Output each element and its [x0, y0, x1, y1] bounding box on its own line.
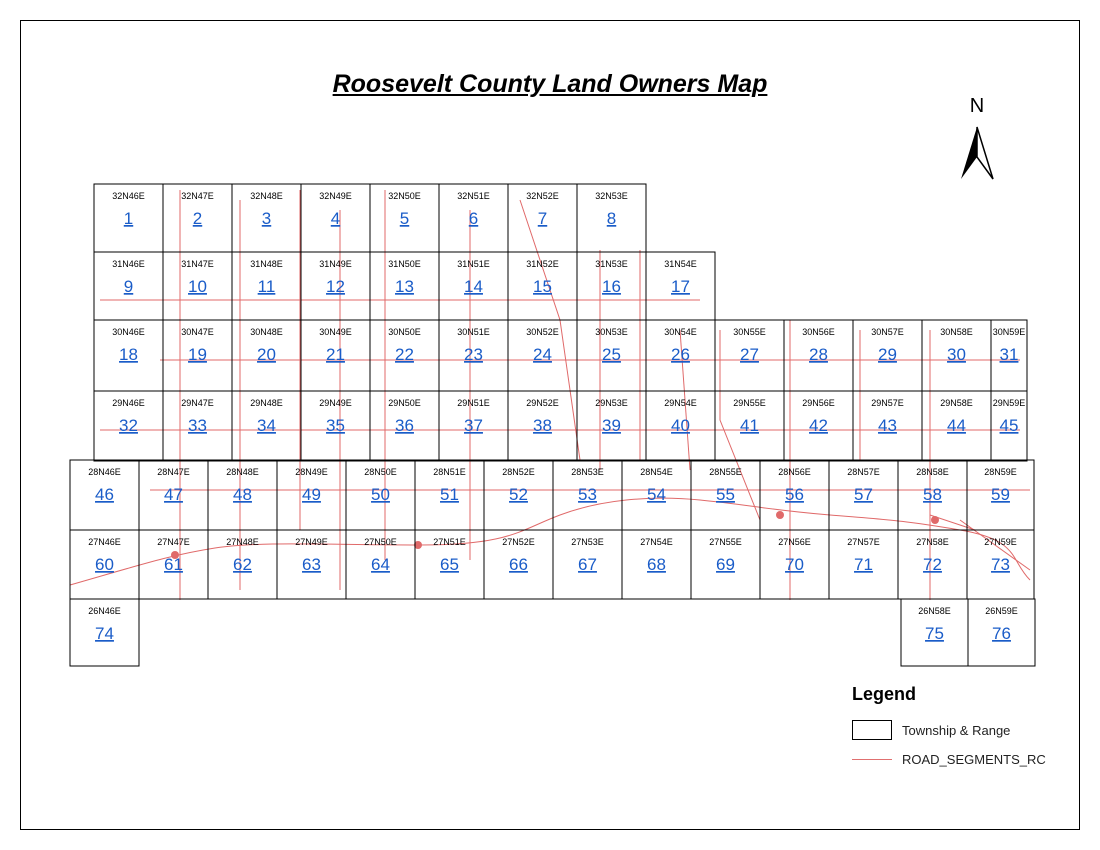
township-tile[interactable]: [577, 252, 646, 320]
tile-number-link[interactable]: 62: [233, 555, 252, 574]
tile-number-link[interactable]: 76: [992, 624, 1011, 643]
legend-road-label: ROAD_SEGMENTS_RC: [902, 752, 1046, 767]
tile-number-link[interactable]: 12: [326, 277, 345, 296]
township-range-label: 28N47E: [157, 467, 190, 477]
tile-number-link[interactable]: 4: [330, 209, 341, 228]
township-tile[interactable]: [508, 391, 577, 461]
tile-number-link[interactable]: 13: [395, 277, 414, 296]
tile-number-link[interactable]: 16: [602, 277, 621, 296]
township-tile[interactable]: [968, 599, 1035, 666]
township-tiles: [70, 184, 1035, 666]
township-range-label: 29N51E: [457, 398, 490, 408]
tile-number-link[interactable]: 29: [878, 345, 897, 364]
township-tile[interactable]: [577, 391, 646, 461]
township-tile[interactable]: [577, 184, 646, 252]
township-tile[interactable]: [508, 252, 577, 320]
tile-number-link[interactable]: 57: [854, 485, 873, 504]
township-tile[interactable]: [967, 530, 1034, 599]
town-marker: [776, 511, 784, 519]
tile-number-link[interactable]: 61: [164, 555, 183, 574]
township-tile[interactable]: [439, 184, 508, 252]
township-range-label: 27N56E: [778, 537, 811, 547]
township-range-label: 31N47E: [181, 259, 214, 269]
township-range-label: 28N54E: [640, 467, 673, 477]
township-range-label: 29N54E: [664, 398, 697, 408]
tile-number-link[interactable]: 8: [606, 209, 617, 228]
township-range-label: 30N49E: [319, 327, 352, 337]
township-tile[interactable]: [163, 252, 232, 320]
tile-number-link[interactable]: 31: [999, 345, 1019, 364]
township-range-label: 27N51E: [433, 537, 466, 547]
township-tile[interactable]: [139, 530, 208, 599]
township-tile[interactable]: [277, 530, 346, 599]
township-range-label: 30N59E: [992, 327, 1026, 337]
legend-title: Legend: [852, 684, 917, 704]
township-range-label: 27N57E: [847, 537, 880, 547]
township-range-label: 28N50E: [364, 467, 397, 477]
tile-number-link[interactable]: 39: [602, 416, 621, 435]
township-tile[interactable]: [508, 184, 577, 252]
township-tile[interactable]: [967, 460, 1034, 530]
township-range-label: 27N49E: [295, 537, 328, 547]
tile-number-link[interactable]: 22: [395, 345, 414, 364]
tile-number-link[interactable]: 28: [809, 345, 828, 364]
township-tile[interactable]: [208, 530, 277, 599]
township-range-label: 26N46E: [88, 606, 121, 616]
township-tile[interactable]: [301, 391, 370, 461]
township-tile[interactable]: [232, 320, 301, 391]
township-tile[interactable]: [760, 530, 829, 599]
township-range-label: 29N49E: [319, 398, 352, 408]
tile-number-link[interactable]: 63: [302, 555, 321, 574]
tile-number-link[interactable]: 69: [716, 555, 735, 574]
tile-number-link[interactable]: 74: [95, 624, 114, 643]
township-tile[interactable]: [508, 320, 577, 391]
township-range-label: 31N54E: [664, 259, 697, 269]
township-range-label: 27N47E: [157, 537, 190, 547]
township-tile[interactable]: [622, 530, 691, 599]
tile-number-link[interactable]: 66: [509, 555, 528, 574]
township-tile[interactable]: [415, 530, 484, 599]
township-range-label: 32N46E: [112, 191, 145, 201]
township-range-label: 28N59E: [984, 467, 1017, 477]
township-range-label: 29N56E: [802, 398, 835, 408]
tile-number-link[interactable]: 40: [671, 416, 690, 435]
township-tile[interactable]: [784, 320, 853, 391]
tile-number-link[interactable]: 26: [671, 345, 690, 364]
township-range-label: 31N46E: [112, 259, 145, 269]
township-tile[interactable]: [346, 530, 415, 599]
tile-number-link[interactable]: 17: [671, 277, 690, 296]
township-range-label: 27N46E: [88, 537, 121, 547]
tile-number-link[interactable]: 45: [999, 416, 1019, 435]
tile-number-link[interactable]: 3: [261, 209, 272, 228]
tile-number-link[interactable]: 21: [326, 345, 345, 364]
tile-number-link[interactable]: 6: [468, 209, 479, 228]
tile-number-link[interactable]: 75: [925, 624, 944, 643]
tile-number-link[interactable]: 33: [188, 416, 207, 435]
township-range-label: 27N52E: [502, 537, 535, 547]
township-range-label: 29N55E: [733, 398, 766, 408]
township-range-label: 29N53E: [595, 398, 628, 408]
township-range-label: 29N52E: [526, 398, 559, 408]
township-tile[interactable]: [370, 391, 439, 461]
township-range-label: 32N51E: [457, 191, 490, 201]
township-tile[interactable]: [370, 184, 439, 252]
township-range-label: 28N52E: [502, 467, 535, 477]
township-tile[interactable]: [163, 184, 232, 252]
tile-number-link[interactable]: 34: [257, 416, 276, 435]
legend: [852, 684, 1082, 774]
tile-number-link[interactable]: 64: [371, 555, 390, 574]
tile-number-link[interactable]: 38: [533, 416, 552, 435]
tile-number-link[interactable]: 54: [647, 485, 666, 504]
tile-number-link[interactable]: 35: [326, 416, 345, 435]
tile-number-link[interactable]: 44: [947, 416, 966, 435]
legend-township-label: Township & Range: [902, 723, 1011, 738]
tile-number-link[interactable]: 20: [257, 345, 276, 364]
township-range-label: 28N51E: [433, 467, 466, 477]
township-range-label: 29N47E: [181, 398, 214, 408]
township-tile[interactable]: [484, 530, 553, 599]
township-tile[interactable]: [346, 460, 415, 530]
tile-number-link[interactable]: 65: [440, 555, 459, 574]
tile-number-link[interactable]: 23: [464, 345, 483, 364]
township-tile[interactable]: [301, 320, 370, 391]
township-tile[interactable]: [622, 460, 691, 530]
township-tile[interactable]: [646, 252, 715, 320]
township-tile[interactable]: [439, 320, 508, 391]
township-range-label: 28N49E: [295, 467, 328, 477]
township-range-label: 32N48E: [250, 191, 283, 201]
township-range-label: 28N53E: [571, 467, 604, 477]
tile-number-link[interactable]: 43: [878, 416, 897, 435]
township-tile[interactable]: [760, 460, 829, 530]
township-range-label: 28N57E: [847, 467, 880, 477]
township-range-label: 32N50E: [388, 191, 421, 201]
tile-number-link[interactable]: 9: [123, 277, 134, 296]
township-range-label: 31N51E: [457, 259, 490, 269]
tile-number-link[interactable]: 55: [716, 485, 735, 504]
township-range-label: 27N58E: [916, 537, 949, 547]
tile-number-link[interactable]: 50: [371, 485, 390, 504]
tile-number-link[interactable]: 7: [537, 209, 548, 228]
tile-number-link[interactable]: 27: [740, 345, 759, 364]
township-tile[interactable]: [70, 530, 139, 599]
township-range-label: 30N55E: [733, 327, 766, 337]
township-range-label: 27N59E: [984, 537, 1017, 547]
township-tile[interactable]: [829, 530, 898, 599]
township-range-label: 28N46E: [88, 467, 121, 477]
township-range-label: 30N52E: [526, 327, 559, 337]
township-tile[interactable]: [439, 391, 508, 461]
township-tile[interactable]: [484, 460, 553, 530]
township-tile[interactable]: [784, 391, 853, 461]
township-range-label: 29N58E: [940, 398, 973, 408]
tile-number-link[interactable]: 52: [509, 485, 528, 504]
township-range-label: 28N48E: [226, 467, 259, 477]
tile-number-link[interactable]: 70: [785, 555, 804, 574]
township-range-label: 29N57E: [871, 398, 904, 408]
tile-number-link[interactable]: 5: [399, 209, 410, 228]
tile-number-link[interactable]: 25: [602, 345, 621, 364]
township-tile[interactable]: [70, 599, 139, 666]
tile-number-link[interactable]: 41: [740, 416, 759, 435]
township-tile[interactable]: [163, 320, 232, 391]
tile-number-link[interactable]: 1: [123, 209, 134, 228]
tile-number-link[interactable]: 19: [188, 345, 207, 364]
township-range-label: 30N47E: [181, 327, 214, 337]
township-tile[interactable]: [646, 391, 715, 461]
township-tile[interactable]: [691, 530, 760, 599]
township-range-label: 31N49E: [319, 259, 352, 269]
township-range-label: 27N55E: [709, 537, 742, 547]
tile-number-link[interactable]: 73: [991, 555, 1010, 574]
township-range-label: 30N56E: [802, 327, 835, 337]
township-range-label: 31N52E: [526, 259, 559, 269]
legend-township-symbol: [852, 720, 892, 740]
township-tile[interactable]: [70, 460, 139, 530]
township-tile[interactable]: [208, 460, 277, 530]
tile-number-link[interactable]: 2: [192, 209, 203, 228]
tile-number-link[interactable]: 42: [809, 416, 828, 435]
map-title: Roosevelt County Land Owners Map: [332, 70, 768, 98]
township-tile[interactable]: [415, 460, 484, 530]
township-tile[interactable]: [301, 184, 370, 252]
tile-number-link[interactable]: 48: [233, 485, 252, 504]
township-tile[interactable]: [301, 252, 370, 320]
township-tile[interactable]: [853, 320, 922, 391]
township-range-label: 31N48E: [250, 259, 283, 269]
township-tile[interactable]: [553, 530, 622, 599]
tile-number-link[interactable]: 58: [923, 485, 942, 504]
township-range-label: 29N46E: [112, 398, 145, 408]
township-range-label: 28N58E: [916, 467, 949, 477]
township-tile[interactable]: [577, 320, 646, 391]
township-range-label: 32N49E: [319, 191, 352, 201]
township-range-label: 27N48E: [226, 537, 259, 547]
township-tile[interactable]: [991, 391, 1027, 461]
tile-number-link[interactable]: 68: [647, 555, 666, 574]
tile-number-link[interactable]: 59: [991, 485, 1010, 504]
tile-number-link[interactable]: 10: [188, 277, 207, 296]
legend-road-symbol: [852, 759, 892, 760]
township-tile[interactable]: [901, 599, 968, 666]
tile-number-link[interactable]: 46: [95, 485, 114, 504]
township-range-label: 32N52E: [526, 191, 559, 201]
township-tile[interactable]: [94, 391, 163, 461]
township-range-label: 30N57E: [871, 327, 904, 337]
tile-number-link[interactable]: 71: [854, 555, 873, 574]
tile-number-link[interactable]: 14: [464, 277, 483, 296]
township-tile[interactable]: [232, 391, 301, 461]
town-marker: [931, 516, 939, 524]
township-range-label: 32N47E: [181, 191, 214, 201]
township-tile[interactable]: [922, 320, 991, 391]
township-range-label: 29N48E: [250, 398, 283, 408]
tile-number-link[interactable]: 60: [95, 555, 114, 574]
township-range-label: 32N53E: [595, 191, 628, 201]
township-tile[interactable]: [94, 320, 163, 391]
township-range-label: 26N58E: [918, 606, 951, 616]
tile-number-link[interactable]: 30: [947, 345, 966, 364]
township-tile[interactable]: [439, 252, 508, 320]
township-range-label: 28N55E: [709, 467, 742, 477]
tile-number-link[interactable]: 11: [257, 277, 276, 296]
township-tile[interactable]: [370, 252, 439, 320]
township-tile[interactable]: [139, 460, 208, 530]
tile-number-link[interactable]: 53: [578, 485, 597, 504]
township-range-label: 31N50E: [388, 259, 421, 269]
tile-number-link[interactable]: 37: [464, 416, 483, 435]
township-tile[interactable]: [715, 391, 784, 461]
tile-number-link[interactable]: 72: [923, 555, 942, 574]
township-range-label: 30N54E: [664, 327, 697, 337]
road-segment: [70, 498, 1030, 585]
township-tile[interactable]: [94, 252, 163, 320]
tile-number-link[interactable]: 36: [395, 416, 414, 435]
tile-number-link[interactable]: 47: [164, 485, 183, 504]
township-range-label: 27N54E: [640, 537, 673, 547]
township-tile[interactable]: [898, 530, 967, 599]
township-range-label: 30N50E: [388, 327, 421, 337]
tile-number-link[interactable]: 24: [533, 345, 552, 364]
township-range-label: 30N46E: [112, 327, 145, 337]
north-label: N: [969, 95, 985, 117]
township-range-label: 27N53E: [571, 537, 604, 547]
tile-number-link[interactable]: 32: [119, 416, 138, 435]
township-range-label: 27N50E: [364, 537, 397, 547]
township-tile[interactable]: [232, 184, 301, 252]
township-tile[interactable]: [370, 320, 439, 391]
tile-number-link[interactable]: 15: [533, 277, 552, 296]
township-tile[interactable]: [922, 391, 991, 461]
township-range-label: 31N53E: [595, 259, 628, 269]
township-tile[interactable]: [277, 460, 346, 530]
tile-number-link[interactable]: 51: [440, 485, 459, 504]
tile-number-link[interactable]: 49: [302, 485, 321, 504]
township-tile[interactable]: [163, 391, 232, 461]
tile-number-link[interactable]: 18: [119, 345, 138, 364]
township-range-label: 30N51E: [457, 327, 490, 337]
township-tile[interactable]: [715, 320, 784, 391]
township-tile[interactable]: [94, 184, 163, 252]
township-tile[interactable]: [553, 460, 622, 530]
tile-number-link[interactable]: 67: [578, 555, 597, 574]
township-range-label: 30N58E: [940, 327, 973, 337]
township-range-label: 30N48E: [250, 327, 283, 337]
township-tile[interactable]: [853, 391, 922, 461]
township-tile[interactable]: [991, 320, 1027, 391]
township-range-label: 26N59E: [985, 606, 1018, 616]
township-range-label: 30N53E: [595, 327, 628, 337]
township-range-label: 29N59E: [992, 398, 1026, 408]
township-range-label: 28N56E: [778, 467, 811, 477]
township-tile[interactable]: [646, 320, 715, 391]
tile-number-link[interactable]: 56: [785, 485, 804, 504]
township-range-label: 29N50E: [388, 398, 421, 408]
township-tile[interactable]: [232, 252, 301, 320]
